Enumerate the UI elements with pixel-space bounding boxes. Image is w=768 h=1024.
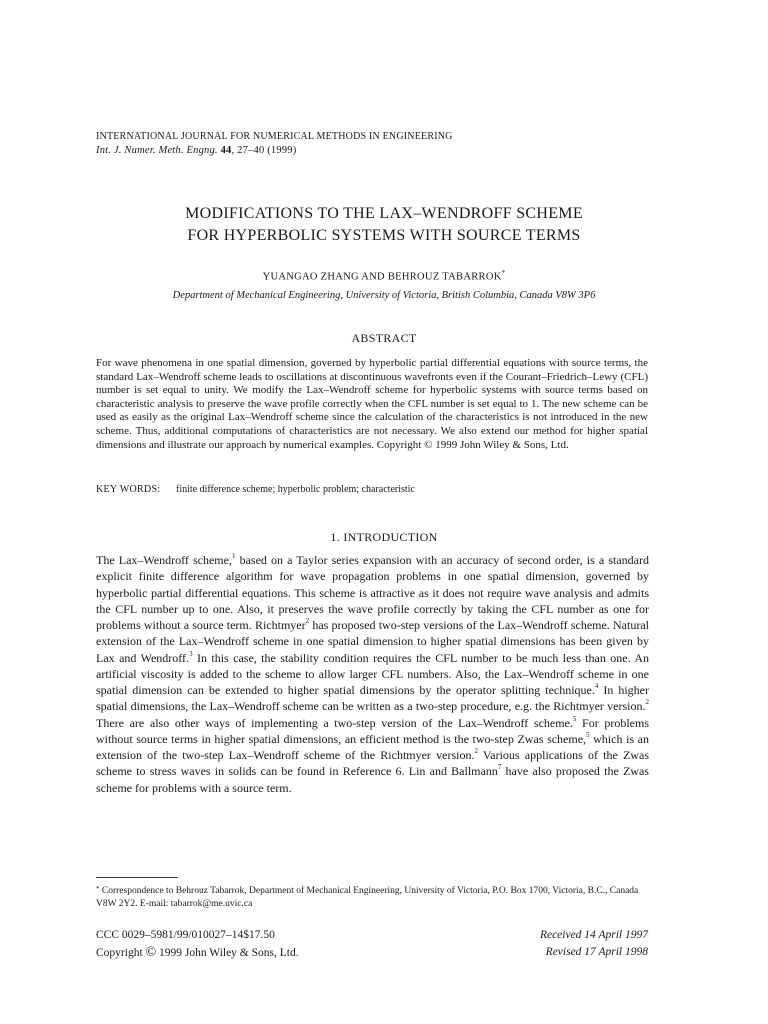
citation-ref: 7	[497, 763, 502, 772]
text-segment: There are also other ways of implementing a two-step version of the Lax–Wendroff scheme.	[96, 715, 573, 730]
text-segment: have also proposed the Zwas scheme for problems with a source term.	[96, 764, 649, 795]
copyright-text: 1999 John Wiley & Sons, Ltd.	[156, 947, 299, 959]
citation-ref: 3	[189, 649, 193, 658]
author-footnote-mark: *	[501, 269, 506, 277]
authors	[0, 269, 768, 283]
text-segment: has proposed two-step versions of the Lax–Wendroff scheme. Natural extension of the Lax–Wendroff scheme in one spatial dimension to higher spatial dimensions has been given by Lax and Wendroff.	[96, 618, 649, 665]
text-segment: Various applications of the Zwas scheme to stress waves in solids can be found in Reference 6. Lin and Ballmann	[96, 748, 649, 779]
journal-citation	[96, 144, 453, 158]
paper-title	[0, 203, 768, 247]
citation-ref: 5	[586, 730, 590, 739]
keywords	[96, 484, 415, 495]
text-segment: In this case, the stability condition requires the CFL number to be much less than one. An artificial viscosity is added to the scheme to allow larger CFL numbers. Also, the Lax–Wendroff scheme in one spatial dimension can be extended to higher spatial dimensions by the operator splitting technique.	[96, 650, 649, 697]
title-line-2: FOR HYPERBOLIC SYSTEMS WITH SOURCE TERMS	[187, 227, 581, 244]
footnote-rule	[96, 877, 178, 878]
text-segment: In higher spatial dimensions, the Lax–Wendroff scheme can be written as a two-step procedure, e.g. the Richtmyer version.	[96, 683, 649, 714]
journal-volume: 44	[220, 145, 232, 156]
citation-ref: 2	[305, 617, 310, 625]
keywords-label: KEY WORDS:	[96, 484, 161, 495]
journal-pages-year: , 27–40 (1999)	[231, 145, 297, 156]
abstract-text: For wave phenomena in one spatial dimension, governed by hyperbolic partial differential equations with source terms, the standard Lax–Wendroff scheme leads to oscillations at discontinuous wavefronts even if the Courant–Friedrich–Lewy (CFL) number is set equal to unity. We modify the Lax–Wendroff scheme for hyperbolic systems with source terms based on characteristic analysis to preserve the wave profile correctly when the CFL number is set equal to 1. The new scheme can be used as easily as the original Lax–Wendroff scheme since the calculation of the characteristics is not introduced in the new scheme. Thus, additional computations of characteristics are not necessary. We also extend our method for higher spatial dimensions and illustrate our approach by numerical examples. Copyright © 1999 John Wiley & Sons, Ltd.	[96, 357, 648, 451]
ccc-code: CCC 0029–5981/99/010027–14$17.50	[96, 929, 275, 941]
dates	[540, 927, 648, 961]
title-line-1: MODIFICATIONS TO THE LAX–WENDROFF SCHEME	[185, 205, 583, 222]
section-heading: 1. INTRODUCTION	[330, 530, 438, 544]
abstract-heading: ABSTRACT	[351, 331, 417, 345]
received-date: Received 14 April 1997	[539, 929, 648, 941]
author-names: YUANGAO ZHANG AND BEHROUZ TABARROK	[262, 271, 502, 283]
revised-date: Revised 17 April 1998	[545, 946, 648, 958]
citation-ref: 2	[645, 698, 649, 707]
citation-ref: 2	[474, 747, 478, 755]
text-segment: For problems without source terms in higher spatial dimensions, an efficient method is the two-step Zwas scheme,	[96, 715, 649, 746]
text-segment: based on a Taylor series expansion with an accuracy of second order, is a standard explicit finite difference algorithm for wave propagation problems in one spatial dimension, governed by hyperbolic partial differential equations. This scheme is attractive as it does not require wave analysis and admits the CFL number up to one. Also, it preserves the wave profile correctly by taking the CFL number as one for problems without a source term. Richtmyer	[96, 553, 649, 632]
keywords-value: finite difference scheme; hyperbolic problem; characteristic	[176, 484, 415, 495]
footnote-mark: *	[96, 885, 100, 893]
section-body	[96, 552, 649, 796]
text-segment: The Lax–Wendroff scheme,	[96, 553, 232, 567]
copyright-line	[96, 944, 299, 962]
footnote	[96, 883, 649, 911]
journal-abbrev: Int. J. Numer. Meth. Engng.	[96, 145, 218, 156]
text-segment: which is an extension of the two-step Lax–Wendroff scheme of the Richtmyer version.	[96, 731, 649, 762]
copyright-symbol: ©	[145, 945, 157, 960]
journal-header	[96, 130, 453, 158]
footnote-text: Correspondence to Behrouz Tabarrok, Department of Mechanical Engineering, University of Victoria, P.O. Box 1700, Victoria, B.C., Canada V8W 2Y2. E-mail: tabarrok@me.uvic.ca	[96, 886, 639, 909]
citation-ref: 1	[231, 552, 236, 560]
citation-ref: 5	[572, 714, 577, 723]
journal-name: INTERNATIONAL JOURNAL FOR NUMERICAL METHODS IN ENGINEERING	[96, 131, 453, 142]
publication-info	[96, 927, 299, 962]
copyright-prefix: Copyright	[96, 947, 146, 959]
affiliation: Department of Mechanical Engineering, University of Victoria, British Columbia, Canada V8W 3P6	[172, 290, 596, 301]
citation-ref: 4	[594, 682, 599, 690]
